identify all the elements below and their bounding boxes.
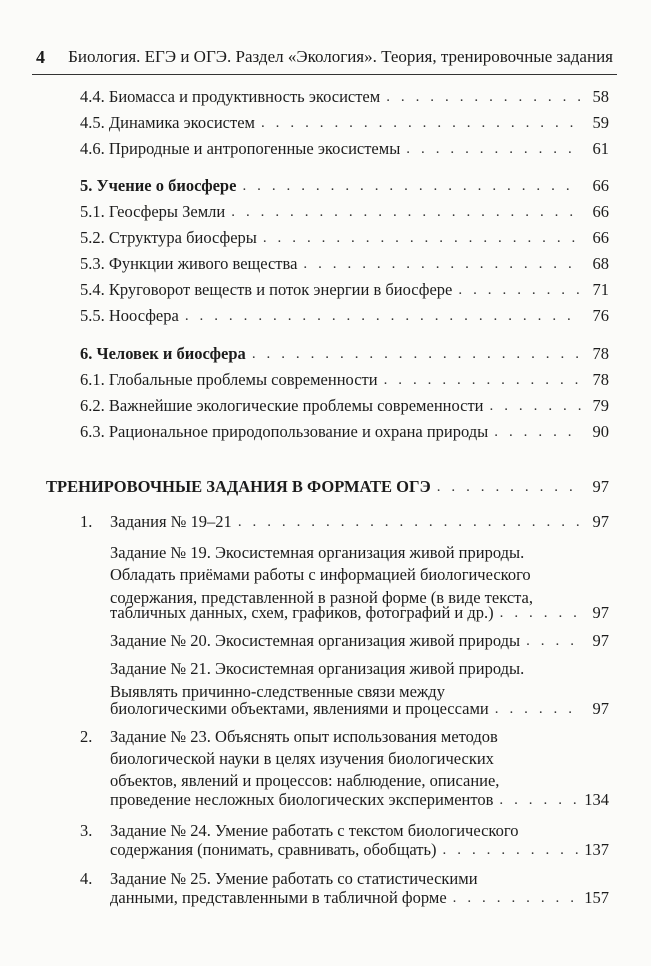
leader-dots <box>443 837 579 863</box>
toc-entry-line: Задание № 21. Экосистемная организация живой природы. <box>110 659 525 678</box>
leader-dots <box>490 393 581 419</box>
toc-item-number: 4. <box>80 869 93 888</box>
toc-entry <box>110 696 609 722</box>
toc-entry <box>110 885 609 911</box>
toc-entry-page: 97 <box>592 603 609 622</box>
leader-dots <box>242 173 581 199</box>
toc-entry <box>110 837 609 863</box>
leader-dots <box>500 600 581 626</box>
toc-entry <box>80 136 609 162</box>
leader-dots <box>495 696 581 722</box>
leader-dots <box>437 474 581 500</box>
toc-entry-page: 66 <box>592 176 609 195</box>
toc-part-heading <box>46 474 609 500</box>
toc-entry-label: 4.4. Биомасса и продуктивность экосистем <box>80 87 381 106</box>
toc-entry <box>80 225 609 251</box>
toc-entry-label: табличных данных, схем, графиков, фотографий и др.) <box>110 603 494 622</box>
toc-entry <box>80 199 609 225</box>
toc-entry-label: 6. Человек и биосфера <box>80 344 246 363</box>
leader-dots <box>458 277 581 303</box>
toc-entry-label: 6.3. Рациональное природопользование и охрана природы <box>80 422 489 441</box>
page-number: 4 <box>36 47 45 67</box>
toc-section-6 <box>80 341 609 367</box>
toc-entry-page: 76 <box>592 306 609 325</box>
toc-entry <box>80 251 609 277</box>
toc-entry-page: 78 <box>592 370 609 389</box>
toc-entry-label: 4.5. Динамика экосистем <box>80 113 255 132</box>
toc-entry-page: 79 <box>592 396 609 415</box>
header-rule <box>32 74 617 75</box>
toc-item-number: 2. <box>80 727 93 746</box>
toc-item-number: 1. <box>80 512 93 531</box>
leader-dots <box>263 225 581 251</box>
toc-entry-page: 97 <box>592 477 609 496</box>
toc-entry-line: Задание № 25. Умение работать со статистическими <box>110 869 478 888</box>
toc-entry-line: Задание № 24. Умение работать с текстом биологического <box>110 821 519 840</box>
leader-dots <box>238 509 581 535</box>
toc-entry-label: 4.6. Природные и антропогенные экосистемы <box>80 139 401 158</box>
toc-entry-page: 157 <box>584 888 609 907</box>
toc-entry-page: 58 <box>592 87 609 106</box>
toc-entry-page: 68 <box>592 254 609 273</box>
toc-entry-label: 5. Учение о биосфере <box>80 176 237 195</box>
toc-entry-label: содержания (понимать, сравнивать, обобщать) <box>110 840 437 859</box>
toc-entry <box>110 787 609 813</box>
toc-entry-line: Выявлять причинно-следственные связи между <box>110 682 445 701</box>
toc-entry-page: 71 <box>592 280 609 299</box>
toc-entry-page: 134 <box>584 790 609 809</box>
running-header <box>36 44 613 70</box>
toc-entry-page: 78 <box>592 344 609 363</box>
leader-dots <box>453 885 579 911</box>
toc-entry-page: 66 <box>592 228 609 247</box>
leader-dots <box>384 367 581 393</box>
toc-entry-label: 5.3. Функции живого вещества <box>80 254 298 273</box>
toc-entry <box>80 110 609 136</box>
leader-dots <box>231 199 581 225</box>
toc-entry-label: биологическими объектами, явлениями и процессами <box>110 699 489 718</box>
toc-entry-page: 61 <box>592 139 609 158</box>
toc-section-5 <box>80 173 609 199</box>
leader-dots <box>386 84 581 110</box>
toc-entry-label: 5.1. Геосферы Земли <box>80 202 226 221</box>
toc-entry-page: 97 <box>592 512 609 531</box>
toc-entry-page: 66 <box>592 202 609 221</box>
toc-entry <box>80 277 609 303</box>
toc-entry-line: Обладать приёмами работы с информацией биологического <box>110 565 531 584</box>
leader-dots <box>303 251 581 277</box>
toc-entry-label: Задание № 20. Экосистемная организация живой природы <box>110 631 521 650</box>
toc-entry-label: 6.2. Важнейшие экологические проблемы современности <box>80 396 484 415</box>
toc-entry-label: проведение несложных биологических экспериментов <box>110 790 494 809</box>
toc-entry <box>80 393 609 419</box>
toc-entry-line: Задание № 23. Объяснять опыт использования методов <box>110 727 498 746</box>
toc-entry <box>80 84 609 110</box>
toc-entry-label: Задания № 19–21 <box>110 512 232 531</box>
toc-entry-label: 5.5. Ноосфера <box>80 306 179 325</box>
toc-entry-page: 97 <box>592 631 609 650</box>
toc-entry-line: биологической науки в целях изучения биологических <box>110 749 494 768</box>
toc-entry-line: объектов, явлений и процессов: наблюдение, описание, <box>110 771 500 790</box>
toc-entry-label: 5.4. Круговорот веществ и поток энергии в биосфере <box>80 280 453 299</box>
toc-entry <box>80 303 609 329</box>
toc-entry-page: 97 <box>592 699 609 718</box>
leader-dots <box>261 110 581 136</box>
toc-entry-line: содержания, представленной в разной форме (в виде текста, <box>110 588 533 607</box>
toc-item-number: 3. <box>80 821 93 840</box>
toc-entry <box>80 367 609 393</box>
leader-dots <box>494 419 581 445</box>
toc-entry <box>110 628 609 654</box>
leader-dots <box>185 303 581 329</box>
leader-dots <box>406 136 581 162</box>
leader-dots <box>526 628 581 654</box>
toc-entry-label: 6.1. Глобальные проблемы современности <box>80 370 378 389</box>
toc-entry-page: 137 <box>584 840 609 859</box>
toc-entry-label: 5.2. Структура биосферы <box>80 228 257 247</box>
toc-entry-page: 90 <box>592 422 609 441</box>
toc-entry-label: данными, представленными в табличной форме <box>110 888 447 907</box>
toc-entry <box>80 419 609 445</box>
toc-entry <box>110 600 609 626</box>
leader-dots <box>252 341 581 367</box>
header-title: Биология. ЕГЭ и ОГЭ. Раздел «Экология». Теория, тренировочные задания <box>68 47 613 66</box>
toc-entry-line: Задание № 19. Экосистемная организация живой природы. <box>110 543 525 562</box>
toc-entry <box>110 509 609 535</box>
leader-dots <box>499 787 578 813</box>
toc-entry-label: ТРЕНИРОВОЧНЫЕ ЗАДАНИЯ В ФОРМАТЕ ОГЭ <box>46 477 431 496</box>
toc-entry-page: 59 <box>592 113 609 132</box>
